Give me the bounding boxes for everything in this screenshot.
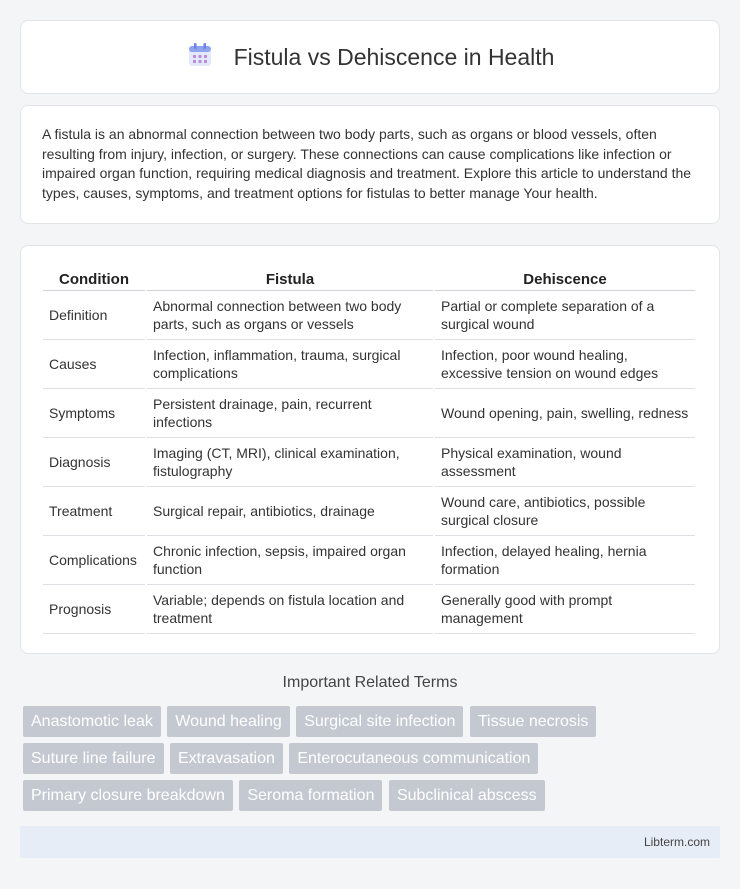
dehiscence-cell: Infection, poor wound healing, excessive tension on wound edges (435, 340, 695, 389)
table-row (43, 340, 695, 389)
related-term-tag[interactable]: Tissue necrosis (470, 706, 597, 737)
fistula-cell: Abnormal connection between two body parts, such as organs or vessels (147, 291, 433, 340)
related-term-tag[interactable]: Seroma formation (239, 780, 382, 811)
calendar-icon (186, 41, 214, 69)
row-label: Diagnosis (43, 438, 145, 487)
table-header-row (43, 264, 695, 291)
related-terms-list (23, 706, 723, 817)
header-fistula: Fistula (147, 264, 433, 291)
header-condition: Condition (43, 264, 145, 291)
related-term-tag[interactable]: Anastomotic leak (23, 706, 161, 737)
page-title: Fistula vs Dehiscence in Health (233, 43, 555, 70)
fistula-cell: Chronic infection, sepsis, impaired organ function (147, 536, 433, 585)
fistula-cell: Surgical repair, antibiotics, drainage (147, 487, 433, 536)
table-row (43, 585, 695, 634)
dehiscence-cell: Infection, delayed healing, hernia formation (435, 536, 695, 585)
dehiscence-cell: Generally good with prompt management (435, 585, 695, 634)
row-label: Treatment (43, 487, 145, 536)
dehiscence-cell: Partial or complete separation of a surgical wound (435, 291, 695, 340)
table-row (43, 536, 695, 585)
row-label: Prognosis (43, 585, 145, 634)
related-term-tag[interactable]: Extravasation (170, 743, 283, 774)
fistula-cell: Infection, inflammation, trauma, surgical complications (147, 340, 433, 389)
table-row (43, 389, 695, 438)
title-card (20, 20, 720, 94)
dehiscence-cell: Physical examination, wound assessment (435, 438, 695, 487)
comparison-card (20, 245, 720, 654)
related-term-tag[interactable]: Primary closure breakdown (23, 780, 233, 811)
related-term-tag[interactable]: Subclinical abscess (389, 780, 545, 811)
intro-paragraph: A fistula is an abnormal connection between two body parts, such as organs or blood vessels, often resulting from injury, infection, or surgery. These connections can cause complications like infection or impaired organ function, requiring medical diagnosis and treatment. Explore this article to understand the types, causes, symptoms, and treatment options for fistulas to better manage Your health. (42, 126, 692, 201)
row-label: Causes (43, 340, 145, 389)
dehiscence-cell: Wound opening, pain, swelling, redness (435, 389, 695, 438)
footer (20, 826, 720, 858)
comparison-table (41, 264, 697, 634)
table-row (43, 487, 695, 536)
table-row (43, 438, 695, 487)
related-term-tag[interactable]: Surgical site infection (296, 706, 463, 737)
related-term-tag[interactable]: Suture line failure (23, 743, 164, 774)
fistula-cell: Variable; depends on fistula location and treatment (147, 585, 433, 634)
related-term-tag[interactable]: Wound healing (167, 706, 289, 737)
related-term-tag[interactable]: Enterocutaneous communication (289, 743, 538, 774)
row-label: Symptoms (43, 389, 145, 438)
footer-site-link[interactable]: Libterm.com (643, 835, 710, 849)
related-terms-title: Important Related Terms (282, 674, 458, 691)
fistula-cell: Imaging (CT, MRI), clinical examination, fistulography (147, 438, 433, 487)
header-dehiscence: Dehiscence (435, 264, 695, 291)
row-label: Complications (43, 536, 145, 585)
table-row (43, 291, 695, 340)
dehiscence-cell: Wound care, antibiotics, possible surgical closure (435, 487, 695, 536)
intro-card (20, 105, 720, 224)
fistula-cell: Persistent drainage, pain, recurrent infections (147, 389, 433, 438)
row-label: Definition (43, 291, 145, 340)
